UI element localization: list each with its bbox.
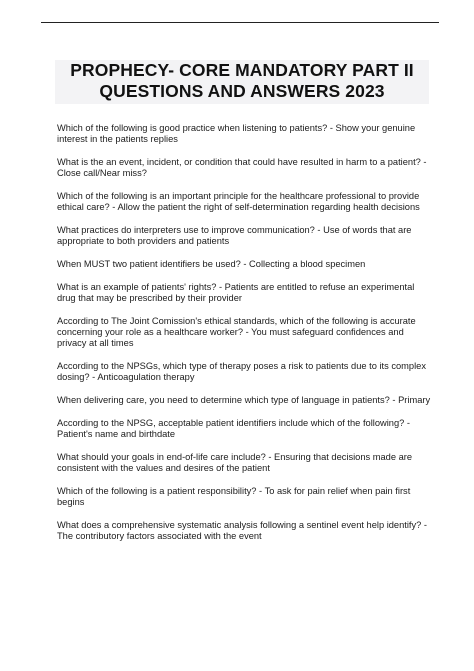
qa-item-1: Which of the following is good practice when listening to patients? - Show your genuine interest in the patients replies xyxy=(57,123,416,145)
qa-item-3: Which of the following is an important principle for the healthcare professional to provide ethical care? - Allow the patient the right of self-determination regarding health decisions xyxy=(57,191,420,213)
qa-item-9: When delivering care, you need to determine which type of language in patients? - Primary xyxy=(57,395,431,405)
qa-item-2: What is the an event, incident, or condition that could have resulted in harm to a patient? - Close call/Near miss? xyxy=(57,157,427,179)
qa-item-8: According to the NPSGs, which type of therapy poses a risk to patients due to its complex dosing? - Anticoagulation therapy xyxy=(57,361,426,383)
qa-item-7: According to The Joint Comission's ethical standards, which of the following is accurate concerning your role as a healthcare worker? - You must safeguard confidences and privacy at all times xyxy=(57,315,416,349)
qa-item-11: What should your goals in end-of-life care include? - Ensuring that decisions made are consistent with the values and desires of the patient xyxy=(57,451,413,473)
qa-item-5: When MUST two patient identifiers be used? - Collecting a blood specimen xyxy=(57,259,366,269)
title-line-1: PROPHECY- CORE MANDATORY PART II xyxy=(70,60,414,80)
qa-item-13: What does a comprehensive systematic analysis following a sentinel event help identify? - The contributory factors associated with the event xyxy=(57,519,428,541)
qa-item-6: What is an example of patients' rights? - Patients are entitled to refuse an experimental drug that may be prescribed by their provider xyxy=(57,281,415,303)
qa-list xyxy=(57,123,435,554)
title-line-2: QUESTIONS AND ANSWERS 2023 xyxy=(99,81,385,101)
document-title xyxy=(55,60,429,104)
top-divider xyxy=(41,22,439,23)
qa-item-10: According to the NPSG, acceptable patient identifiers include which of the following? - Patient's name and birthdate xyxy=(57,417,410,439)
qa-item-12: Which of the following is a patient responsibility? - To ask for pain relief when pain first begins xyxy=(57,485,411,507)
qa-item-4: What practices do interpreters use to improve communication? - Use of words that are appropriate to both providers and patients xyxy=(57,225,412,247)
